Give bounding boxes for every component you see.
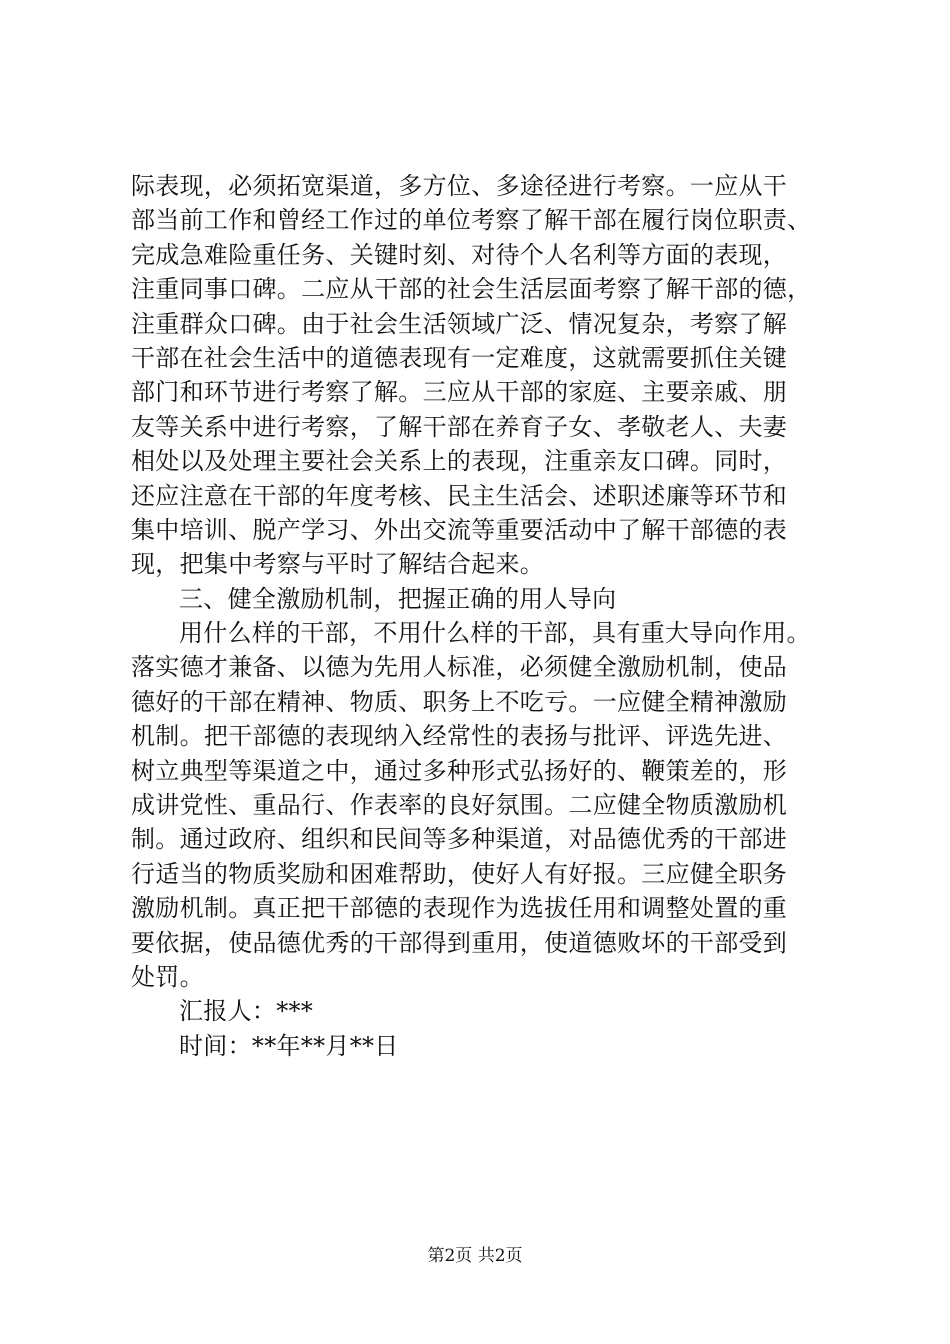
- text-line: 注重群众口碑。由于社会生活领域广泛、情况复杂，考察了解: [131, 309, 788, 338]
- text-line: 际表现，必须拓宽渠道，多方位、多途径进行考察。一应从干: [131, 172, 788, 200]
- text-line: 激励机制。真正把干部德的表现作为选拔任用和调整处置的重: [131, 894, 788, 923]
- text-line: 机制。把干部德的表现纳入经常性的表扬与批评、评选先进、: [131, 722, 788, 751]
- text-line: 友等关系中进行考察，了解干部在养育子女、孝敬老人、夫妻: [131, 412, 788, 441]
- section-heading: 三、健全激励机制，把握正确的用人导向: [179, 584, 617, 613]
- text-line: 相处以及处理主要社会关系上的表现，注重亲友口碑。同时，: [131, 447, 788, 476]
- text-line: 处罚。: [131, 962, 204, 991]
- paragraph-incentive-mechanism: [131, 616, 831, 994]
- text-line: 部当前工作和曾经工作过的单位考察了解干部在履行岗位职责、: [131, 206, 812, 235]
- text-line: 行适当的物质奖励和困难帮助，使好人有好报。三应健全职务: [131, 859, 788, 888]
- text-line: 集中培训、脱产学习、外出交流等重要活动中了解干部德的表: [131, 515, 788, 544]
- text-line: 现，把集中考察与平时了解结合起来。: [131, 550, 545, 579]
- text-line: 完成急难险重任务、关键时刻、对待个人名利等方面的表现，: [131, 240, 788, 269]
- text-line: 用什么样的干部，不用什么样的干部，具有重大导向作用。: [179, 619, 811, 648]
- text-line: 部门和环节进行考察了解。三应从干部的家庭、主要亲戚、朋: [131, 378, 788, 407]
- text-line: 成讲党性、重品行、作表率的良好氛围。二应健全物质激励机: [131, 791, 788, 820]
- time-line: 时间：**年**月**日: [179, 1031, 399, 1060]
- page-number-footer: 第2页 共2页: [427, 1246, 523, 1266]
- text-line: 制。通过政府、组织和民间等多种渠道，对品德优秀的干部进: [131, 825, 788, 854]
- document-body: [131, 169, 831, 1063]
- text-line: 注重同事口碑。二应从干部的社会生活层面考察了解干部的德，: [131, 275, 812, 304]
- text-line: 树立典型等渠道之中，通过多种形式弘扬好的、鞭策差的，形: [131, 756, 788, 785]
- text-line: 德好的干部在精神、物质、职务上不吃亏。一应健全精神激励: [131, 687, 788, 716]
- text-line: 要依据，使品德优秀的干部得到重用，使道德败坏的干部受到: [131, 928, 788, 957]
- text-line: 干部在社会生活中的道德表现有一定难度，这就需要抓住关键: [131, 343, 788, 372]
- reporter-line: 汇报人：***: [179, 997, 314, 1026]
- paragraph-candidate-assessment: [131, 169, 831, 582]
- text-line: 还应注意在干部的年度考核、民主生活会、述职述廉等环节和: [131, 481, 788, 510]
- text-line: 落实德才兼备、以德为先用人标准，必须健全激励机制，使品: [131, 653, 788, 682]
